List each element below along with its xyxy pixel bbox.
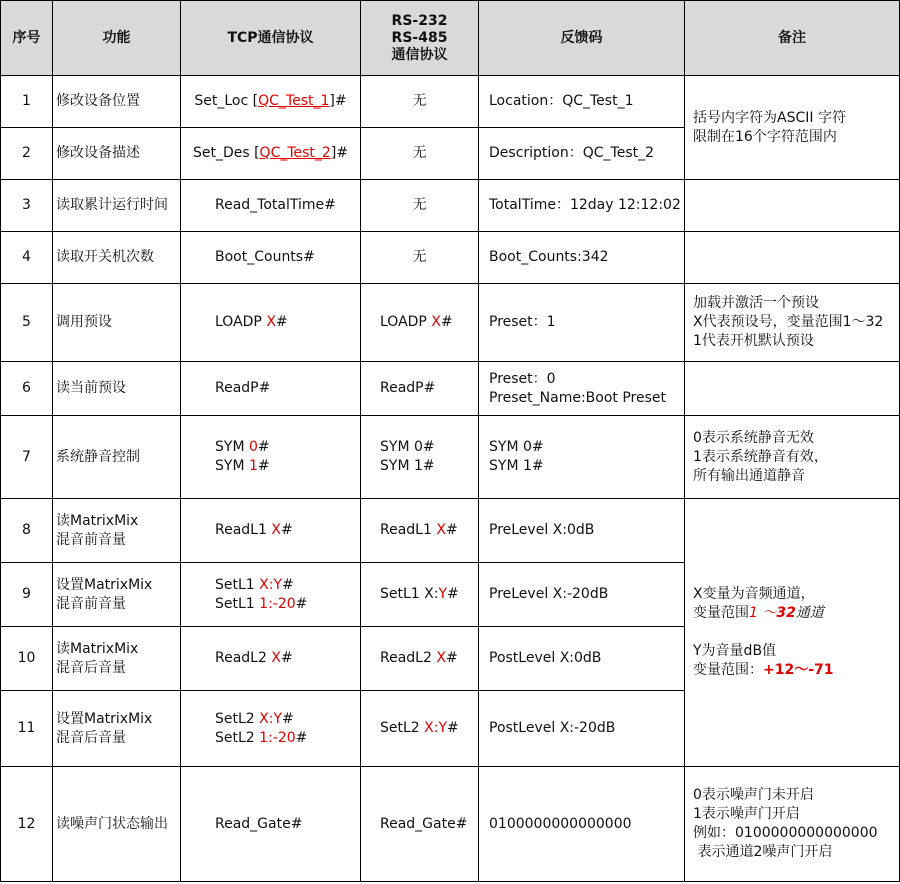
header-feedback: 反馈码	[479, 1, 685, 76]
row-function: 设置MatrixMix 混音后音量	[53, 691, 181, 767]
row-function: 修改设备描述	[53, 128, 181, 180]
row-tcp: ReadL2 X#	[181, 627, 361, 691]
remark-gate: 0表示噪声门未开启 1表示噪声门开启 例如：0100000000000000 表示通道2噪声门开启	[685, 767, 900, 882]
row-rs: SetL2 X:Y#	[361, 691, 479, 767]
row-function: 设置MatrixMix 混音前音量	[53, 563, 181, 627]
header-rs	[361, 1, 479, 76]
row-function: 读噪声门状态输出	[53, 767, 181, 882]
row-feedback: TotalTime：12day 12:12:02	[479, 180, 685, 232]
row-rs: 无	[361, 180, 479, 232]
row-function: 读取开关机次数	[53, 232, 181, 284]
row-tcp: Read_TotalTime#	[181, 180, 361, 232]
row-tcp: ReadP#	[181, 362, 361, 416]
row-remark	[685, 232, 900, 284]
row-function: 读MatrixMix 混音后音量	[53, 627, 181, 691]
header-rs-line3: 通信协议	[391, 46, 448, 63]
row-function: 读MatrixMix 混音前音量	[53, 499, 181, 563]
row-feedback: Preset：0 Preset_Name:Boot Preset	[479, 362, 685, 416]
row-feedback: SYM 0# SYM 1#	[479, 416, 685, 499]
row-no: 7	[1, 416, 53, 499]
header-function: 功能	[53, 1, 181, 76]
table-row	[1, 499, 900, 563]
row-rs: ReadL1 X#	[361, 499, 479, 563]
row-tcp: ReadL1 X#	[181, 499, 361, 563]
row-function: 修改设备位置	[53, 76, 181, 128]
header-tcp: TCP通信协议	[181, 1, 361, 76]
row-feedback: PostLevel X:-20dB	[479, 691, 685, 767]
row-no: 9	[1, 563, 53, 627]
row-remark	[685, 180, 900, 232]
row-no: 5	[1, 284, 53, 362]
row-rs: 无	[361, 76, 479, 128]
row-tcp: SetL1 X:Y# SetL1 1:-20#	[181, 563, 361, 627]
row-no: 12	[1, 767, 53, 882]
row-feedback: PreLevel X:0dB	[479, 499, 685, 563]
row-feedback: 0100000000000000	[479, 767, 685, 882]
row-rs: Read_Gate#	[361, 767, 479, 882]
row-rs: 无	[361, 128, 479, 180]
row-feedback: PreLevel X:-20dB	[479, 563, 685, 627]
row-feedback: Preset：1	[479, 284, 685, 362]
remark-ascii: 括号内字符为ASCII 字符 限制在16个字符范围内	[685, 76, 900, 180]
row-feedback: Description：QC_Test_2	[479, 128, 685, 180]
row-function: 系统静音控制	[53, 416, 181, 499]
remark-mute: 0表示系统静音无效 1表示系统静音有效， 所有输出通道静音	[685, 416, 900, 499]
row-feedback: Boot_Counts:342	[479, 232, 685, 284]
table-row	[1, 232, 900, 284]
row-tcp: Set_Des [QC_Test_2]#	[181, 128, 361, 180]
table-row	[1, 767, 900, 882]
row-no: 11	[1, 691, 53, 767]
table-row	[1, 416, 900, 499]
remark-matrixmix: X变量为音频通道， 变量范围1 ～32通道 Y为音量dB值 变量范围：+12～-71	[685, 499, 900, 767]
row-tcp: Read_Gate#	[181, 767, 361, 882]
row-rs: SetL1 X:Y#	[361, 563, 479, 627]
row-rs: SYM 0# SYM 1#	[361, 416, 479, 499]
row-tcp: SetL2 X:Y# SetL2 1:-20#	[181, 691, 361, 767]
row-feedback: Location：QC_Test_1	[479, 76, 685, 128]
row-remark	[685, 362, 900, 416]
header-row	[1, 1, 900, 76]
row-no: 2	[1, 128, 53, 180]
table-row	[1, 362, 900, 416]
row-no: 3	[1, 180, 53, 232]
row-rs: LOADP X#	[361, 284, 479, 362]
row-rs: ReadL2 X#	[361, 627, 479, 691]
header-no: 序号	[1, 1, 53, 76]
table-row	[1, 284, 900, 362]
row-tcp: Boot_Counts#	[181, 232, 361, 284]
row-rs: 无	[361, 232, 479, 284]
header-rs-line1: RS-232	[391, 12, 448, 29]
table-row	[1, 76, 900, 128]
remark-preset: 加载并激活一个预设 X代表预设号，变量范围1～32 1代表开机默认预设	[685, 284, 900, 362]
row-no: 8	[1, 499, 53, 563]
row-tcp: SYM 0# SYM 1#	[181, 416, 361, 499]
row-rs: ReadP#	[361, 362, 479, 416]
header-rs-line2: RS-485	[391, 29, 448, 46]
row-tcp: LOADP X#	[181, 284, 361, 362]
row-function: 读当前预设	[53, 362, 181, 416]
row-function: 读取累计运行时间	[53, 180, 181, 232]
row-no: 1	[1, 76, 53, 128]
row-no: 6	[1, 362, 53, 416]
header-remark: 备注	[685, 1, 900, 76]
row-feedback: PostLevel X:0dB	[479, 627, 685, 691]
row-no: 4	[1, 232, 53, 284]
row-tcp: Set_Loc [QC_Test_1]#	[181, 76, 361, 128]
row-function: 调用预设	[53, 284, 181, 362]
row-no: 10	[1, 627, 53, 691]
table-row	[1, 180, 900, 232]
